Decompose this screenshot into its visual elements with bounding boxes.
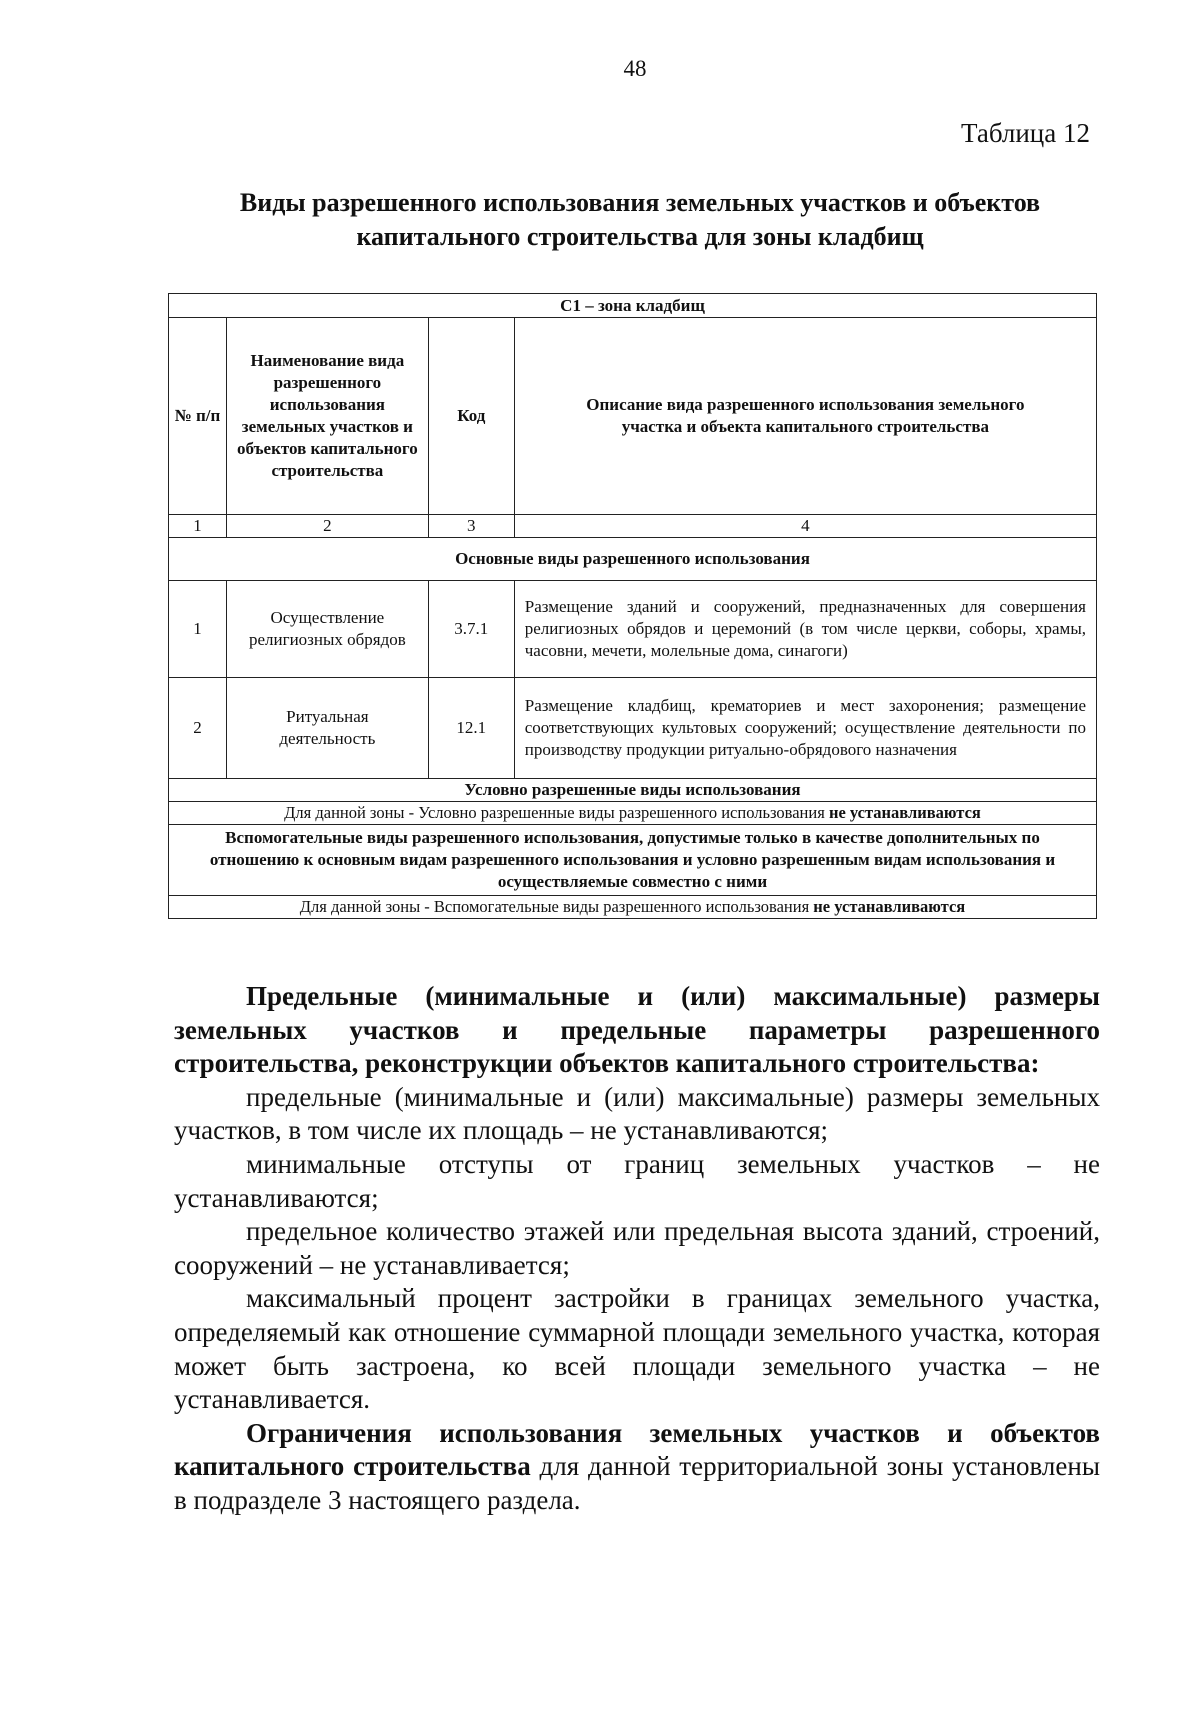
zone-table xyxy=(168,293,1097,919)
auxiliary-note-text: Для данной зоны - Вспомогательные виды разрешенного использования xyxy=(299,897,810,916)
restrictions-paragraph xyxy=(174,1417,1100,1518)
restrictions-bold: Ограничения использования земельных участков и объектов капитального строительства xyxy=(174,1417,1100,1482)
col-number: 1 xyxy=(169,515,227,538)
header-name: Наименование вида разрешенного использования земельных участков и объектов капитального строительства xyxy=(226,318,428,515)
restrictions-rest: для данной территориальной зоны установлены в подразделе 3 настоящего раздела. xyxy=(174,1451,1100,1515)
row-code: 12.1 xyxy=(428,678,514,779)
col-number: 3 xyxy=(428,515,514,538)
auxiliary-note-status: не устанавливаются xyxy=(813,897,966,916)
row-num: 2 xyxy=(169,678,227,779)
header-row xyxy=(169,318,1097,515)
page-title xyxy=(150,186,1130,254)
row-num: 1 xyxy=(169,581,227,678)
row-desc: Размещение зданий и сооружений, предназначенных для совершения религиозных обрядов и церемоний (в том числе церкви, соборы, храмы, часовни, мечети, молельные дома, синагоги) xyxy=(514,581,1096,678)
main-section-heading: Основные виды разрешенного использования xyxy=(169,538,1097,581)
table-row xyxy=(169,581,1097,678)
col-number: 2 xyxy=(226,515,428,538)
header-num: № п/п xyxy=(169,318,227,515)
conditional-note-status: не устанавливаются xyxy=(828,803,981,822)
row-desc: Размещение кладбищ, крематориев и мест захоронения; размещение соответствующих культовых сооружений; осуществление деятельности по производству продукции ритуально-обрядового назначения xyxy=(514,678,1096,779)
column-number-row xyxy=(169,515,1097,538)
col-number: 4 xyxy=(514,515,1096,538)
auxiliary-section-row xyxy=(169,825,1097,896)
row-name: Осуществление религиозных обрядов xyxy=(226,581,428,678)
zone-caption: С1 – зона кладбищ xyxy=(169,294,1097,318)
conditional-section-row xyxy=(169,779,1097,802)
auxiliary-note xyxy=(169,896,1097,919)
limit-paragraph: предельное количество этажей или предельная высота зданий, строений, сооружений – не устанавливается; xyxy=(174,1216,1100,1280)
zone-caption-row xyxy=(169,294,1097,318)
header-desc: Описание вида разрешенного использования земельного участка и объекта капитального строительства xyxy=(514,318,1096,515)
conditional-note-row xyxy=(169,802,1097,825)
limit-paragraph: предельные (минимальные и (или) максимальные) размеры земельных участков, в том числе их площадь – не устанавливаются; xyxy=(174,1081,1100,1146)
auxiliary-section-heading: Вспомогательные виды разрешенного использования, допустимые только в качестве дополнительных по отношению к основным видам разрешенного использования и условно разрешенным видам использования и осуществляемые совместно с ними xyxy=(169,825,1097,896)
row-code: 3.7.1 xyxy=(428,581,514,678)
auxiliary-note-row xyxy=(169,896,1097,919)
conditional-note-text: Для данной зоны - Условно разрешенные виды разрешенного использования xyxy=(284,803,825,822)
conditional-note xyxy=(169,802,1097,825)
row-name: Ритуальная деятельность xyxy=(226,678,428,779)
table-row xyxy=(169,678,1097,779)
title-line-1: Виды разрешенного использования земельных участков и объектов xyxy=(239,188,1041,217)
limits-section xyxy=(174,980,1100,1518)
limits-heading: Предельные (минимальные и (или) максимальные) размеры земельных участков и предельные параметры разрешенного строительства, реконструкции объектов капитального строительства: xyxy=(174,981,1100,1079)
table-label: Таблица 12 xyxy=(961,118,1090,148)
header-code: Код xyxy=(428,318,514,515)
main-section-row xyxy=(169,538,1097,581)
title-line-2: капитального строительства для зоны кладбищ xyxy=(356,222,924,251)
conditional-section-heading: Условно разрешенные виды использования xyxy=(169,779,1097,802)
limit-paragraph: минимальные отступы от границ земельных участков – не устанавливаются; xyxy=(174,1148,1100,1213)
limit-paragraph: максимальный процент застройки в границах земельного участка, определяемый как отношение суммарной площади земельного участка, которая может быть застроена, ко всей площади земельного участка – не устанавливается. xyxy=(174,1283,1100,1415)
page-number: 48 xyxy=(623,56,647,81)
